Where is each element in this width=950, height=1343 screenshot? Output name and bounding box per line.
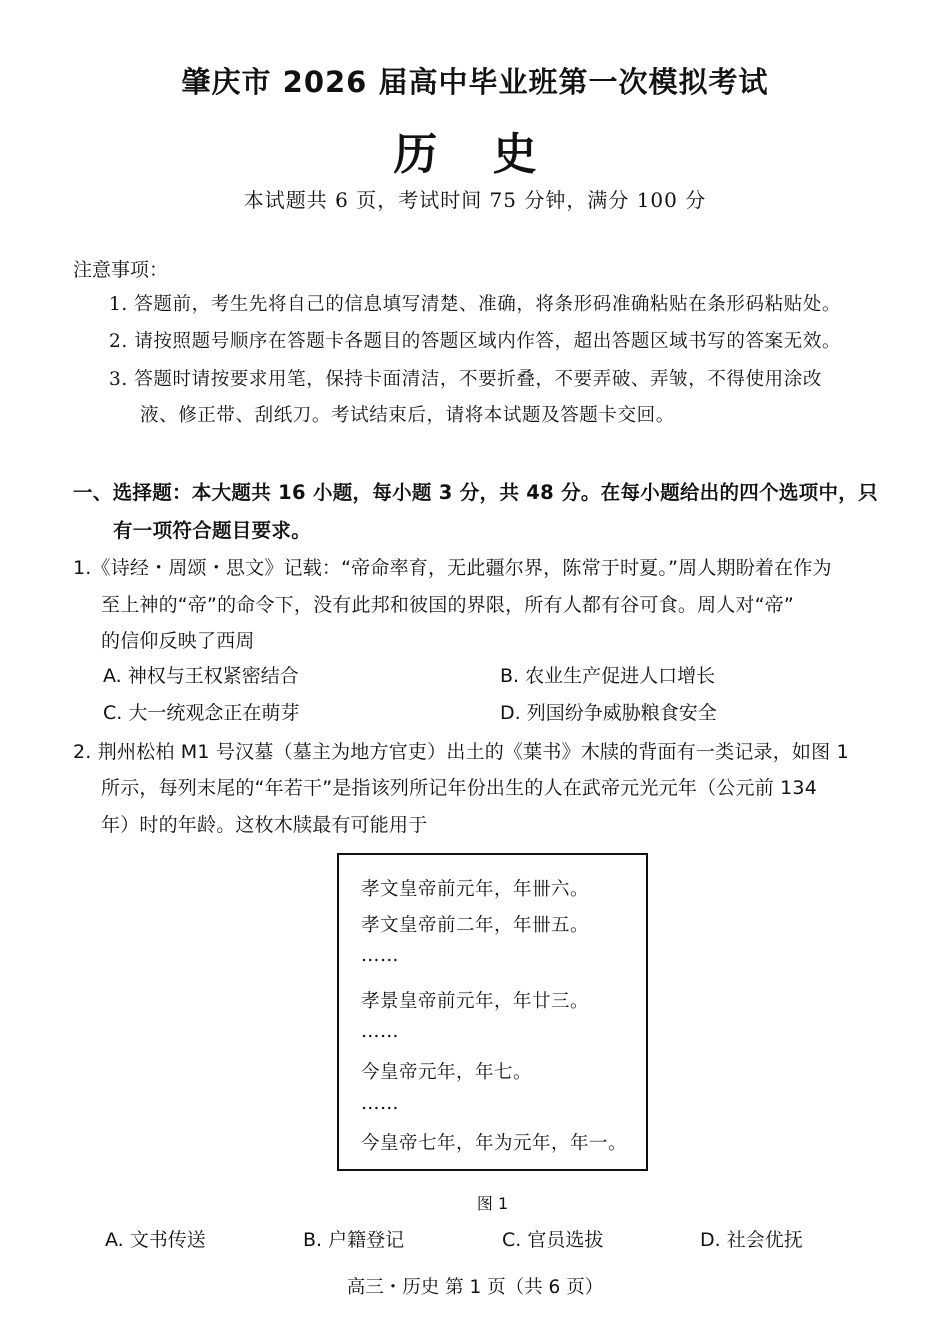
question-1-option-c[interactable]: C. 大一统观念正在萌芽 xyxy=(103,702,300,724)
figure-line-2: 孝文皇帝前二年，年卌五。 xyxy=(361,915,590,936)
section-heading-cont: 有一项符合题目要求。 xyxy=(113,519,312,542)
question-1-line-1: 1.《诗经・周颂・思文》记载：“帝命率育，无此疆尔界，陈常于时夏。”周人期盼着在作为 xyxy=(73,557,832,579)
question-2-line-3: 年）时的年龄。这枚木牍最有可能用于 xyxy=(101,814,428,836)
question-1-option-b[interactable]: B. 农业生产促进人口增长 xyxy=(500,665,716,687)
question-1-line-3: 的信仰反映了西周 xyxy=(101,630,255,652)
notice-title: 注意事项： xyxy=(73,259,169,281)
exam-info: 本试题共 6 页，考试时间 75 分钟，满分 100 分 xyxy=(243,188,707,212)
question-2-line-2: 所示，每列末尾的“年若干”是指该列所记年份出生的人在武帝元光元年（公元前 134 xyxy=(101,777,817,799)
page-footer: 高三・历史 第 1 页（共 6 页） xyxy=(346,1277,604,1298)
figure-line-1: 孝文皇帝前元年，年卌六。 xyxy=(361,879,590,900)
figure-line-5: 今皇帝七年，年为元年，年一。 xyxy=(361,1133,628,1154)
figure-caption: 图 1 xyxy=(476,1194,509,1213)
notice-item-3: 3. 答题时请按要求用笔，保持卡面清洁，不要折叠，不要弄破、弄皱，不得使用涂改 xyxy=(109,369,822,390)
question-2-option-c[interactable]: C. 官员选拔 xyxy=(502,1229,604,1251)
notice-item-2: 2. 请按照题号顺序在答题卡各题目的答题区域内作答，超出答题区域书写的答案无效。 xyxy=(109,331,842,352)
section-heading: 一、选择题：本大题共 16 小题，每小题 3 分，共 48 分。在每小题给出的四个选项中，只 xyxy=(73,481,878,504)
figure-ellipsis-1: …… xyxy=(361,945,399,966)
question-2-option-b[interactable]: B. 户籍登记 xyxy=(303,1229,405,1251)
notice-item-1: 1. 答题前，考生先将自己的信息填写清楚、准确，将条形码准确粘贴在条形码粘贴处。 xyxy=(109,294,842,315)
figure-line-4: 今皇帝元年，年七。 xyxy=(361,1062,533,1083)
question-2-option-a[interactable]: A. 文书传送 xyxy=(105,1229,206,1251)
figure-line-3: 孝景皇帝前元年，年廿三。 xyxy=(361,991,590,1012)
question-1-line-2: 至上神的“帝”的命令下，没有此邦和彼国的界限，所有人都有谷可食。周人对“帝” xyxy=(101,594,794,616)
question-2-option-d[interactable]: D. 社会优抚 xyxy=(700,1229,803,1251)
question-1-option-d[interactable]: D. 列国纷争威胁粮食安全 xyxy=(500,702,717,724)
figure-ellipsis-2: …… xyxy=(361,1021,399,1042)
question-2-line-1: 2. 荆州松柏 M1 号汉墓（墓主为地方官吏）出土的《葉书》木牍的背面有一类记录，如图 1 xyxy=(73,741,849,763)
notice-item-3-cont: 液、修正带、刮纸刀。考试结束后，请将本试题及答题卡交回。 xyxy=(140,405,675,426)
question-1-option-a[interactable]: A. 神权与王权紧密结合 xyxy=(103,665,299,687)
subject-title: 历 史 xyxy=(393,129,557,180)
exam-title: 肇庆市 2026 届高中毕业班第一次模拟考试 xyxy=(181,65,769,99)
figure-ellipsis-3: …… xyxy=(361,1093,399,1114)
figure-1-box xyxy=(337,853,648,1171)
